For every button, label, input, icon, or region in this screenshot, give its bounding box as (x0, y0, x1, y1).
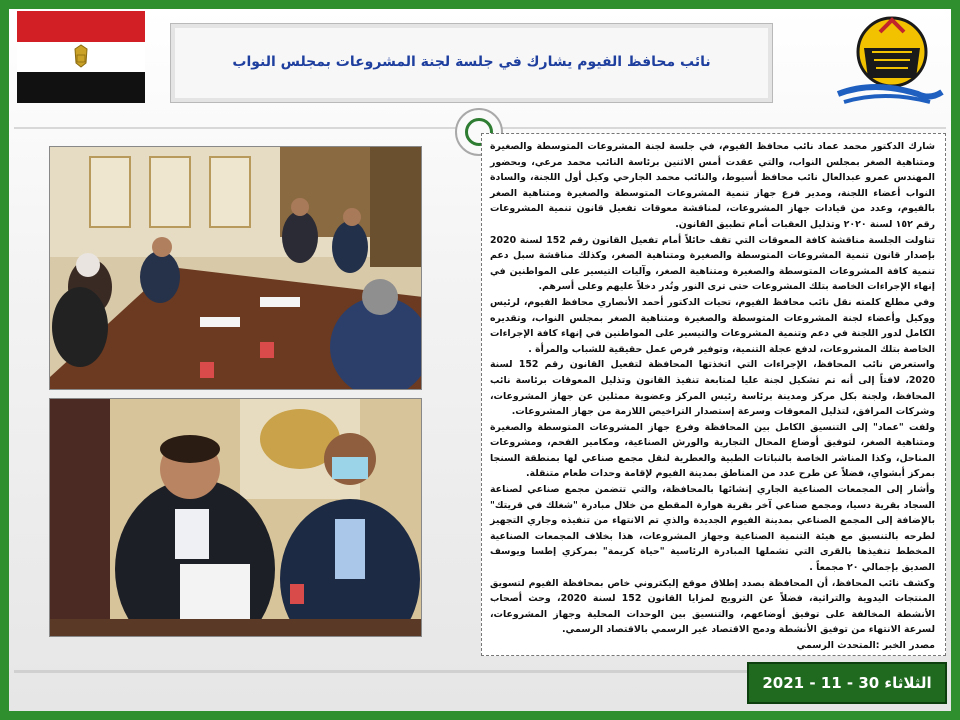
participants-photo (49, 398, 422, 637)
egypt-flag-icon (17, 11, 145, 103)
headline: نائب محافظ الفيوم يشارك في جلسة لجنة المشروعات بمجلس النواب (232, 54, 711, 70)
article-paragraph: تناولت الجلسة مناقشة كافة المعوقات التي تقف حائلاً أمام تفعيل القانون رقم 152 لسنة 2020 بإصدار قانون تنمية المشروعات المتوسطة والصغيرة ومتناهية الصغر، وكذلك مناقشة سبل دعم تنمية كافة المشروعات المتوسطة والصغيرة ومتناهية الصغر، وآليات التيسير على المواطنين في إنهاء الإجراءات الخاصة بتلك المشروعات حتى ترى النور وتُدر دخلاً عليهم وعلى أسرهم. (490, 234, 935, 293)
headline-box (170, 23, 773, 103)
article-paragraph: وأشار إلى المجمعات الصناعية الجاري إنشائها بالمحافظة، والتي تتضمن مجمع صناعي لصناعة السجاد بقرية دسيا، ومجمع صناعي آخر بقرية هوارة المقطع من خلال مبادرة "شغلك في قريتك" بالإضافة إلى المجمع الصناعي بمدينة الفيوم الجديدة والذي تم الانتهاء من تنفيذه وجاري التجهيز لطرحه بالتنسيق مع هيئة التنمية الصناعية وجهاز المشروعات، هذا بخلاف المجمعات الصناعية المخطط تنفيذها بالقرى التي تشملها المبادرة الرئاسية "حياة كريمة" بمركزي إطسا ويوسف الصديق بإجمالي ٢٠ مجمعاً . (490, 484, 935, 574)
news-source: مصدر الخبر :المتحدث الرسمي (796, 640, 935, 651)
meeting-room-image (50, 147, 422, 390)
date-badge (747, 662, 947, 704)
participants-image (50, 399, 422, 637)
meeting-photo (49, 146, 422, 390)
article-body (490, 139, 935, 654)
article-paragraph: وكشف نائب المحافظ، أن المحافظة بصدد إطلاق موقع إليكتروني خاص بمحافظة الفيوم لتسويق المنتجات اليدوية والتراثية، فضلاً عن الترويج لمزايا القانون 152 لسنة 2020، وحث أصحاب الأنشطة المخالفة على توفيق أوضاعهم، والتنسيق بين الوحدات المحلية وجهاز المشروعات، لسرعة الانتهاء من توفيق الأنشطة ودمج الاقتصاد غير الرسمي بالاقتصاد الرسمي. (490, 577, 935, 636)
publish-date: الثلاثاء 30 - 11 - 2021 (762, 674, 932, 692)
article-paragraph: شارك الدكتور محمد عماد نائب محافظ الفيوم، في جلسة لجنة المشروعات المتوسطة والصغيرة ومتناهية الصغر بمجلس النواب، والتي عقدت أمس الاثنين برئاسة النائب محمد مرعي، وبحضور المهندس عمرو عبدالعال نائب محافظ أسيوط، والنائب محمد الجارحي وكيل أول اللجنة، والسادة النواب أعضاء اللجنة، ومدير فرع جهاز تنمية المشروعات المتوسطة والصغيرة ومتناهية الصغر بالفيوم، وعدد من قيادات جهاز المشروعات، لمناقشة معوقات تفعيل قانون تنمية المشروعات رقم ١٥٢ لسنة ٢٠٢٠ وتذليل العقبات أمام تطبيق القانون. (490, 141, 935, 230)
article-box (481, 133, 946, 656)
article-paragraph: وفي مطلع كلمته نقل نائب محافظ الفيوم، تحيات الدكتور أحمد الأنصاري محافظ الفيوم، لرئيس ووكيل وأعضاء لجنة المشروعات المتوسطة والصغيرة ومتناهية الصغر بمجلس النواب، وتقديره الكامل لدور اللجنة في دعم وتنمية المشروعات والتيسير على المواطنين في إنهاء كافة الإجراءات الخاصة بتلك المشروعات، لدفع عجلة التنمية، وتوفير فرص عمل حقيقية للشباب والمرأة . (490, 296, 935, 355)
article-paragraph: ولفت "عماد" إلى التنسيق الكامل بين المحافظة وفرع جهاز المشروعات المتوسطة والصغيرة ومتناهية الصغر، لتوفيق أوضاع المحال التجارية والورش الصناعية، ومكامير الفحم، ومشروعات المناحل، وكذا المناشر الخاصة بالنباتات الطبية والعطرية لنقل مجمع صناعي لها بمنطقة السنجا بمركز أبشواي، فضلاً عن طرح عدد من المناطق بمدينة الفيوم لإقامة وحدات طعام متنقلة. (490, 421, 935, 480)
article-paragraph: واستعرض نائب المحافظ، الإجراءات التي اتخذتها المحافظة لتفعيل القانون رقم 152 لسنة 2020، لافتاً إلى أنه تم تشكيل لجنة عليا لمتابعة تنفيذ القانون وتذليل المعوقات برئاسة نائب المحافظ، ولجنة بكل مركز ومدينة برئاسة رئيس المركز وعضوية ممثلين عن جهاز المشروعات، وشركات المرافق، لتذليل المعوقات وسرعة إستصدار التراخيص اللازمة من جهاز المشروعات. (490, 359, 935, 418)
fayoum-governorate-logo-icon (834, 8, 946, 106)
